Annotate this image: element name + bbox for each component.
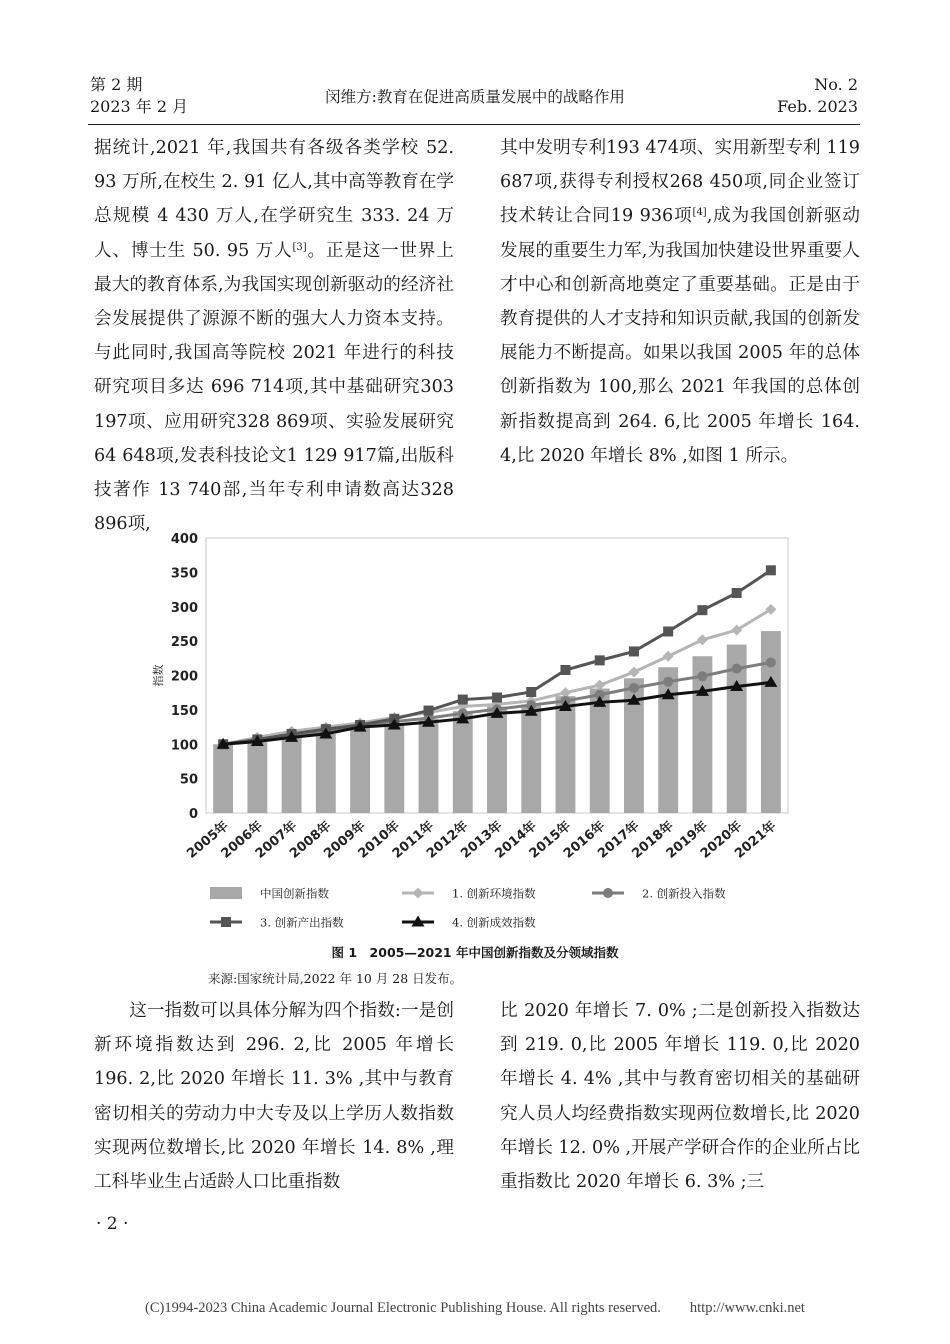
paragraph <box>94 131 454 541</box>
x-tick-label: 2006年 <box>218 818 266 862</box>
body-column-left-top <box>94 131 454 541</box>
x-tick-label: 2013年 <box>458 818 506 862</box>
legend-label: 1. 创新环境指数 <box>452 886 536 901</box>
series-3-point <box>560 665 570 675</box>
x-tick-label: 2021年 <box>732 818 780 862</box>
y-tick-label: 0 <box>188 807 198 822</box>
series-3-point <box>458 695 468 705</box>
series-3-point <box>629 646 639 656</box>
legend-label: 2. 创新投入指数 <box>642 886 726 901</box>
y-tick-label: 400 <box>170 532 198 547</box>
x-tick-label: 2011年 <box>389 818 438 862</box>
figure-source: 来源:国家统计局,2022 年 10 月 28 日发布。 <box>208 971 463 986</box>
x-tick-label: 2012年 <box>424 818 472 862</box>
y-tick-label: 100 <box>170 738 198 754</box>
series-1-point <box>663 651 674 662</box>
bar-2012年 <box>453 711 473 813</box>
x-tick-label: 2014年 <box>492 818 540 862</box>
paragraph-text: ,成为我国创新驱动发展的重要生力军,为我国加快建设世界重要人才中心和创新高地奠定了重要基础。正是由于教育提供的人才支持和知识贡献,我国的创新发展能力不断提高。如果以我国 2005 年的总体创新指数为 100,那么 2021 年我国的总体创新指数提高到 264. 6,比 2005 年增长 164. 4,比 2020 年增长 8% ,如图 1 所示。 <box>500 206 861 466</box>
running-title: 闵维方:教育在促进高质量发展中的战略作用 <box>325 88 625 106</box>
issue-number-cn: 第 2 期 <box>90 75 143 94</box>
series-1-point <box>697 634 708 645</box>
legend-marker <box>221 917 231 927</box>
series-2-point <box>629 683 639 693</box>
y-tick-label: 50 <box>179 772 198 788</box>
series-3-point <box>526 687 536 697</box>
x-tick-label: 2020年 <box>697 818 746 862</box>
bar-2010年 <box>384 724 404 813</box>
legend-marker <box>413 888 424 899</box>
paragraph <box>500 131 860 473</box>
citation-ref: [3] <box>292 241 307 253</box>
body-column-right-bottom <box>500 994 860 1199</box>
x-tick-label: 2005年 <box>184 818 232 862</box>
bar-2006年 <box>247 742 267 813</box>
bar-2008年 <box>316 734 336 813</box>
bar-2014年 <box>521 704 541 813</box>
page-number: · 2 · <box>96 1214 129 1234</box>
x-tick-label: 2009年 <box>321 818 369 862</box>
paragraph-text: 其中发明专利193 474项、实用新型专利 119 687项,获得专利授权268 450项,同企业签订技术转让合同19 936项 <box>500 138 860 227</box>
body-column-right-top <box>500 131 860 473</box>
issue-number-en: No. 2 <box>814 75 858 94</box>
bar-2007年 <box>282 737 302 813</box>
copyright-line: (C)1994-2023 China Academic Journal Electronic Publishing House. All rights reserved. http://www.cnki.net <box>145 1300 805 1316</box>
y-tick-label: 150 <box>170 703 198 719</box>
x-tick-label: 2018年 <box>629 818 677 862</box>
issue-date-en: Feb. 2023 <box>777 97 858 116</box>
header-rule <box>88 124 860 125</box>
series-3-point <box>595 655 605 665</box>
x-tick-label: 2007年 <box>252 818 301 862</box>
x-tick-label: 2017年 <box>595 818 643 862</box>
bar-2016年 <box>590 689 610 813</box>
series-3-point <box>424 706 434 716</box>
bar-2015年 <box>556 696 576 813</box>
y-tick-label: 300 <box>170 600 198 616</box>
legend-label: 中国创新指数 <box>260 886 329 901</box>
x-tick-label: 2016年 <box>560 818 609 862</box>
series-2-point <box>732 664 742 674</box>
bar-2005年 <box>213 744 233 813</box>
y-tick-label: 350 <box>170 566 198 582</box>
issue-date-cn: 2023 年 2 月 <box>90 97 189 116</box>
bar-2011年 <box>419 719 439 813</box>
legend-swatch-bar <box>210 887 242 899</box>
series-3-point <box>732 588 742 598</box>
series-2-point <box>697 671 707 681</box>
citation-ref: [4] <box>692 207 707 219</box>
series-3-point <box>663 627 673 637</box>
series-3-point <box>697 605 707 615</box>
series-2-point <box>766 657 776 667</box>
bar-2009年 <box>350 727 370 813</box>
x-tick-label: 2019年 <box>663 818 711 862</box>
bar-2013年 <box>487 706 507 813</box>
series-1-point <box>628 667 639 678</box>
y-tick-label: 200 <box>170 669 198 685</box>
y-axis-label: 指数 <box>152 664 165 687</box>
paragraph: 这一指数可以具体分解为四个指数:一是创新环境指数达到 296. 2,比 2005 年增长 196. 2,比 2020 年增长 11. 3% ,其中与教育密切相关的劳动力中大专及以上学历人数指数实现两位数增长,比 2020 年增长 14. 8% ,理工科毕业生占适龄人口比重指数 <box>94 1001 454 1193</box>
figure-caption: 图 1 2005—2021 年中国创新指数及分领域指数 <box>331 945 619 960</box>
series-2-point <box>663 677 673 687</box>
body-column-left-bottom <box>94 994 454 1199</box>
x-tick-label: 2015年 <box>526 818 575 862</box>
series-3-point <box>492 693 502 703</box>
y-tick-label: 250 <box>170 635 198 651</box>
x-tick-label: 2008年 <box>287 818 335 862</box>
innovation-index-chart <box>140 520 820 940</box>
legend-label: 3. 创新产出指数 <box>260 915 344 930</box>
legend-marker <box>603 888 613 898</box>
series-3-point <box>766 565 776 575</box>
x-tick-label: 2010年 <box>355 818 403 862</box>
legend-label: 4. 创新成效指数 <box>452 915 536 930</box>
paragraph-text: 。正是这一世界上最大的教育体系,为我国实现创新驱动的经济社会发展提供了源源不断的强大人力资本支持。与此同时,我国高等院校 2021 年进行的科技研究项目多达 696 714项,其中基础研究303 197项、应用研究328 869项、实验发展研究64 648项,发表科技论文1 129 917篇,出版科技著作 13 740部,当年专利申请数高达328 896项, <box>94 240 454 535</box>
paragraph: 比 2020 年增长 7. 0% ;二是创新投入指数达到 219. 0,比 2005 年增长 119. 0,比 2020 年增长 4. 4% ,其中与教育密切相关的基础研究人员人均经费指数实现两位数增长,比 2020 年增长 12. 0% ,开展产学研合作的企业所占比重指数比 2020 年增长 6. 3% ;三 <box>500 1001 860 1193</box>
header-issue-en <box>777 74 858 118</box>
paragraph-text: 据统计,2021 年,我国共有各级各类学校 52. 93 万所,在校生 2. 91 亿人,其中高等教育在学总规模 4 430 万人,在学研究生 333. 24 万人、博士生 50. 95 万人 <box>94 138 454 261</box>
